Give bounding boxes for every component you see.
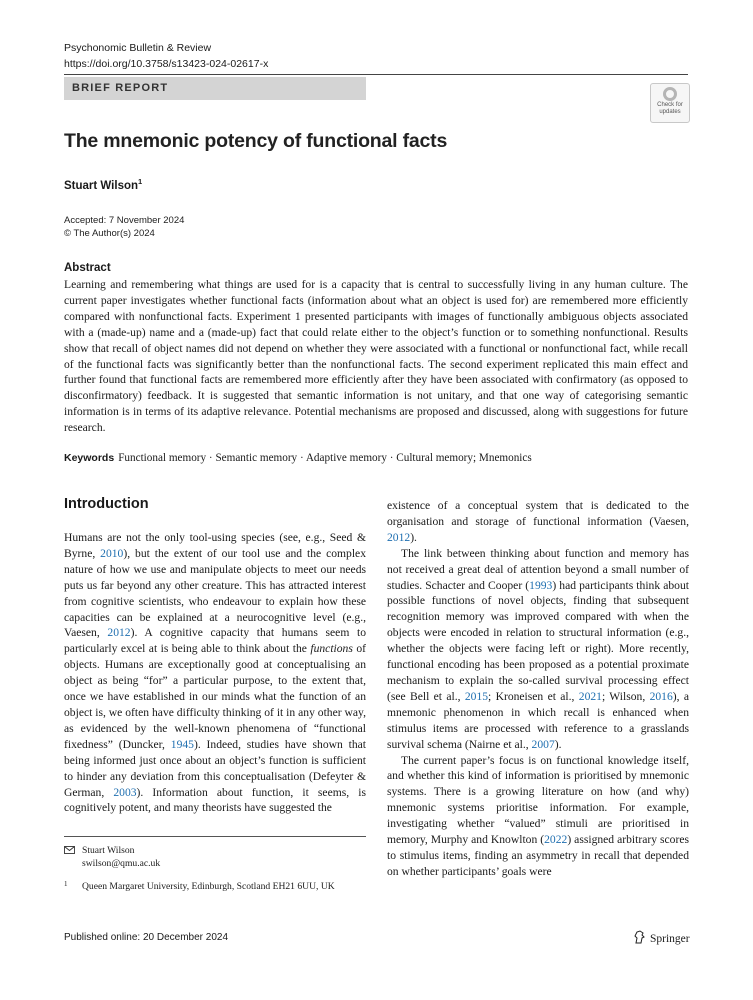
journal-name: Psychonomic Bulletin & Review <box>64 42 212 54</box>
journal-info <box>64 40 268 72</box>
contact-email[interactable]: swilson@qmu.ac.uk <box>82 858 161 869</box>
publisher-logo[interactable] <box>633 930 690 947</box>
affiliation-footnote <box>64 880 366 893</box>
keywords-text: Functional memory · Semantic memory · Adaptive memory · Cultural memory; Mnemonics <box>118 452 532 464</box>
paragraph: The current paper’s focus is on functional knowledge itself, and whether this kind of information is prioritised by mnemonic systems. There is a growing literature on how (and why) mnemonic systems prioritise information. For example, investigating whether “valued” stimuli are prioritised in memory, Murphy and Knowlton (2022) assigned arbitrary scores to stimulus items, finding an asymmetry in recall that depended on whether participants’ goals were <box>387 753 689 878</box>
article-type-label: BRIEF REPORT <box>72 82 169 94</box>
citation-link[interactable]: 2015 <box>464 689 489 703</box>
paragraph: The link between thinking about function and memory has not received a great deal of attention beyond a small number of studies. Schacter and Cooper (1993) had participants think about possible functions of novel objects, finding that subsequent recognition memory was improved compared with when the objects were encoded in relation to structural information (e.g., whether the objects were facing left or right). More recently, functional encoding has been proposed as a potential proximate mechanism to explain the so-called survival processing effect (see Bell et al., 2015; Kroneisen et al., 2021; Wilson, 2016), a mnemonic phenomenon in which recall is enhanced when stimulus items are processed with reference to a grasslands survival schema (Nairne et al., 2007). <box>387 546 689 751</box>
citation-link[interactable]: 1993 <box>529 578 553 592</box>
abstract-heading: Abstract <box>64 262 111 274</box>
doi-link[interactable]: https://doi.org/10.3758/s13423-024-02617-x <box>64 58 269 70</box>
article-type-badge <box>64 77 366 100</box>
citation-link[interactable]: 2012 <box>107 626 131 640</box>
affiliation-number: 1 <box>64 880 68 888</box>
author <box>64 177 142 192</box>
check-updates-line1: Check for <box>657 102 683 108</box>
check-updates-icon <box>663 87 677 101</box>
accepted-date: Accepted: 7 November 2024 <box>64 215 185 226</box>
author-affiliation-marker[interactable]: 1 <box>138 177 143 186</box>
citation-link[interactable]: 2007 <box>531 737 555 751</box>
abstract-text: Learning and remembering what things are used for is a capacity that is central to successfully living in any human culture. The current paper investigates whether functional facts (information about what an object is used for) are remembered more efficiently compared with nonfunctional facts. Experiment 1 presented participants with images of functionally ambiguous objects associated with a (made-up) name and a (made-up) fact that could relate either to the object’s function or to something nonfunctional. Results show that recall of object names did not depend on whether they were associated with a functional or nonfunctional fact, while recall of the functional facts was significantly better than the nonfunctional facts. The second experiment replicated this main effect and further found that functional facts are remembered more efficiently after they have been associated with confirmatory (as opposed to disconfirmatory) feedback. It is suggested that semantic information is not unitary, and that one way of categorising semantic information is in terms of its adaptive relevance. Potential mechanisms are proposed and discussed, along with suggestions for future research. <box>64 278 688 435</box>
author-name[interactable]: Stuart Wilson <box>64 179 139 192</box>
keywords <box>64 452 532 464</box>
affiliation-text: Queen Margaret University, Edinburgh, Scotland EH21 6UU, UK <box>82 881 335 892</box>
copyright: © The Author(s) 2024 <box>64 228 155 239</box>
citation-link[interactable]: 2016 <box>649 689 673 703</box>
citation-link[interactable]: 2012 <box>387 530 411 544</box>
column-left <box>64 530 366 816</box>
citation-link[interactable]: 1945 <box>170 737 194 751</box>
contact-name: Stuart Wilson <box>82 845 135 856</box>
citation-link[interactable]: 2003 <box>113 785 137 799</box>
published-date: Published online: 20 December 2024 <box>64 932 228 943</box>
keywords-label: Keywords <box>64 452 115 464</box>
check-for-updates-button[interactable] <box>650 83 690 123</box>
article-dates <box>64 214 184 240</box>
citation-link[interactable]: 2021 <box>578 689 602 703</box>
paragraph: Humans are not the only tool-using species (see, e.g., Seed & Byrne, 2010), but the extent of our tool use and the complex nature of how we use and manipulate objects to meet our needs puts us far beyond any other creature. This has attracted interest from cognitive scientists, who endeavour to explain how these capacities can be explained at a neurocognitive level (e.g., Vaesen, 2012). A cognitive capacity that humans seem to particularly excel at is being able to think about the functions of objects. Humans are exceptionally good at conceptualising an object as being “for” a particular purpose, to the extent that, once we have established in our minds what the function of an object is, we often have difficulty thinking of it in any other way, as evidenced by the well-known phenomena of “functional fixedness” (Duncker, 1945). Indeed, studies have shown that being informed just once about an object’s function is sufficient to hinder any deviation from this conceptualisation (Defeyter & German, 2003). Information about function, it seems, is cognitively potent, and many theorists have suggested the <box>64 531 366 815</box>
corresponding-author <box>64 844 160 870</box>
check-updates-line2: updates <box>659 109 681 115</box>
header-rule <box>64 74 688 75</box>
envelope-icon <box>64 845 75 858</box>
footnote-rule <box>64 836 366 837</box>
column-right <box>387 498 689 880</box>
citation-link[interactable]: 2010 <box>100 546 124 560</box>
publisher-name: Springer <box>650 932 690 945</box>
section-heading-introduction: Introduction <box>64 496 149 512</box>
springer-horse-icon <box>633 930 646 947</box>
paragraph-continued: existence of a conceptual system that is dedicated to the organisation and storage of functional information (Vaesen, 2012). <box>387 499 689 544</box>
article-title: The mnemonic potency of functional facts <box>64 130 448 152</box>
citation-link[interactable]: 2022 <box>544 833 568 847</box>
